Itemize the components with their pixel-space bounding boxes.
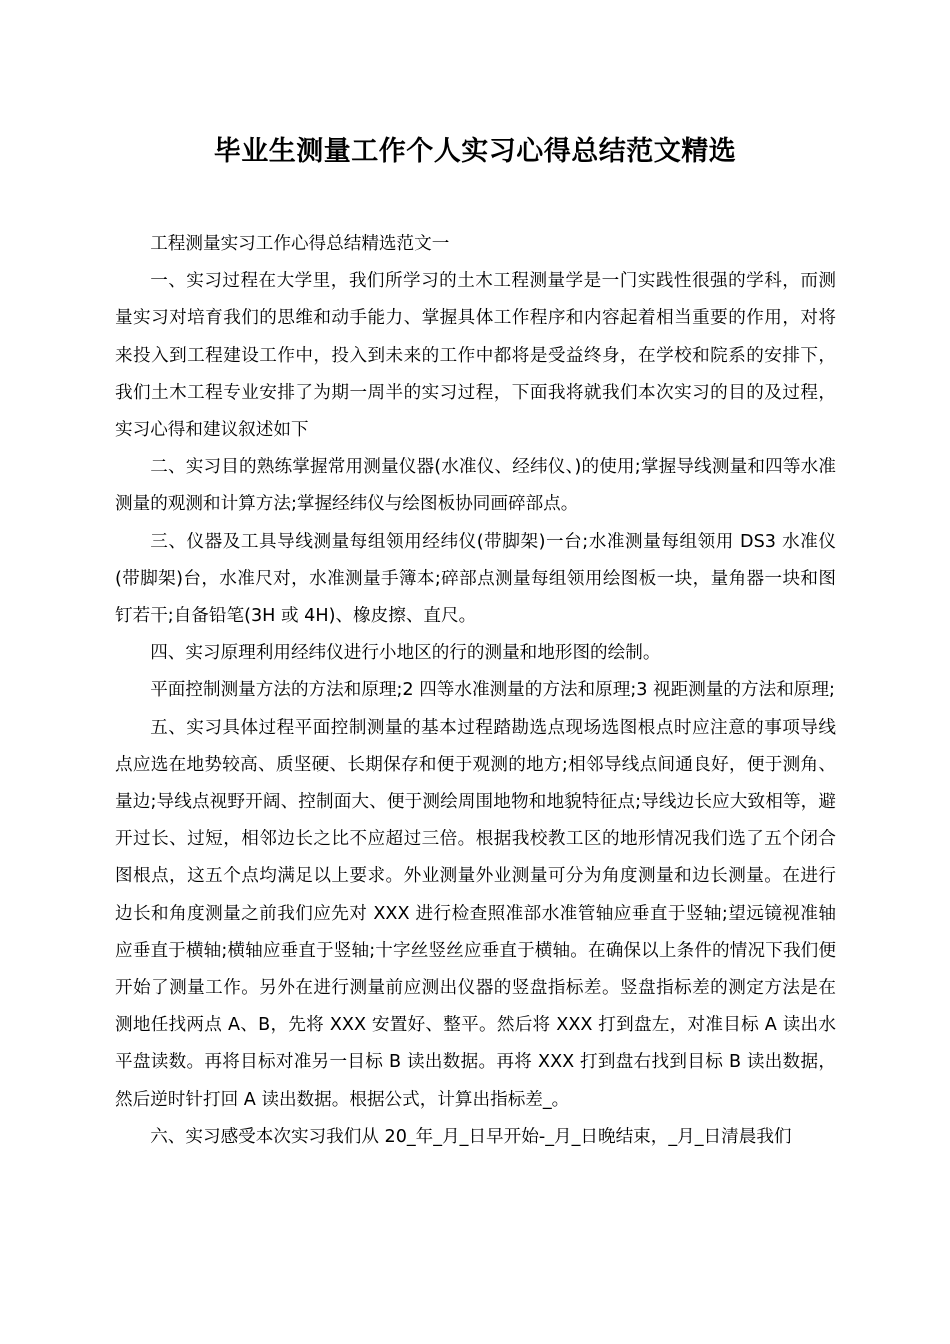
paragraph-control-methods: 平面控制测量方法的方法和原理;2 四等水准测量的方法和原理;3 视距测量的方法和原理; — [150, 680, 835, 701]
paragraph-internship-feelings: 六、实习感受本次实习我们从 20_年_月_日早开始-_月_日晚结束，_月_日清晨我们 — [150, 1126, 792, 1147]
paragraph-subtitle: 工程测量实习工作心得总结精选范文一 — [150, 234, 450, 254]
document-title: 毕业生测量工作个人实习心得总结范文精选 — [213, 136, 737, 167]
paragraph-internship-principle: 四、实习原理利用经纬仪进行小地区的行的测量和地形图的绘制。 — [150, 643, 661, 664]
paragraph-internship-purpose: 二、实习目的熟练掌握常用测量仪器(水准仪、经纬仪、)的使用;掌握导线测量和四等水准测量的观测和计算方法;掌握经纬仪与绘图板协同画碎部点。 — [115, 457, 836, 515]
paragraph-specific-process: 五、实习具体过程平面控制测量的基本过程踏勘选点现场选图根点时应注意的事项导线点应选在地势较高、质坚硬、长期保存和便于观测的地方;相邻导线点间通良好，便于测角、量边;导线点视野开阔、控制面大、便于测绘周围地物和地貌特征点;导线边长应大致相等，避开过长、过短，相邻边长之比不应超过三倍。根据我校教工区的地形情况我们选了五个闭合图根点，这五个点均满足以上要求。外业测量外业测量可分为角度测量和边长测量。在进行边长和角度测量之前我们应先对 XXX 进行检查照准部水准管轴应垂直于竖轴;望远镜视准轴应垂直于横轴;横轴应垂直于竖轴;十字丝竖丝应垂直于横轴。在确保以上条件的情况下我们便开始了测量工作。另外在进行测量前应测出仪器的竖盘指标差。竖盘指标差的测定方法是在测地任找两点 A、B，先将 XXX 安置好、整平。然后将 XXX 打到盘左，对准目标 A 读出水平盘读数。再将目标对准另一目标 B 读出数据。再将 XXX 打到盘右找到目标 B 读出数据，然后逆时针打回 A 读出数据。根据公式，计算出指标差_。 — [115, 717, 836, 1110]
paragraph-instruments-tools: 三、仪器及工具导线测量每组领用经纬仪(带脚架)一台;水准测量每组领用 DS3 水准仪(带脚架)台，水准尺对，水准测量手簿本;碎部点测量每组领用绘图板一块，量角器一块和图钉若干;自备铅笔(3H 或 4H)、橡皮擦、直尺。 — [115, 531, 836, 627]
document-body — [115, 226, 836, 1156]
paragraph-internship-process: 一、实习过程在大学里，我们所学习的土木工程测量学是一门实践性很强的学科，而测量实习对培育我们的思维和动手能力、掌握具体工作程序和内容起着相当重要的作用，对将来投入到工程建设工作中，投入到未来的工作中都将是受益终身，在学校和院系的安排下，我们土木工程专业安排了为期一周半的实习过程，下面我将就我们本次实习的目的及过程，实习心得和建议叙述如下 — [115, 271, 836, 441]
